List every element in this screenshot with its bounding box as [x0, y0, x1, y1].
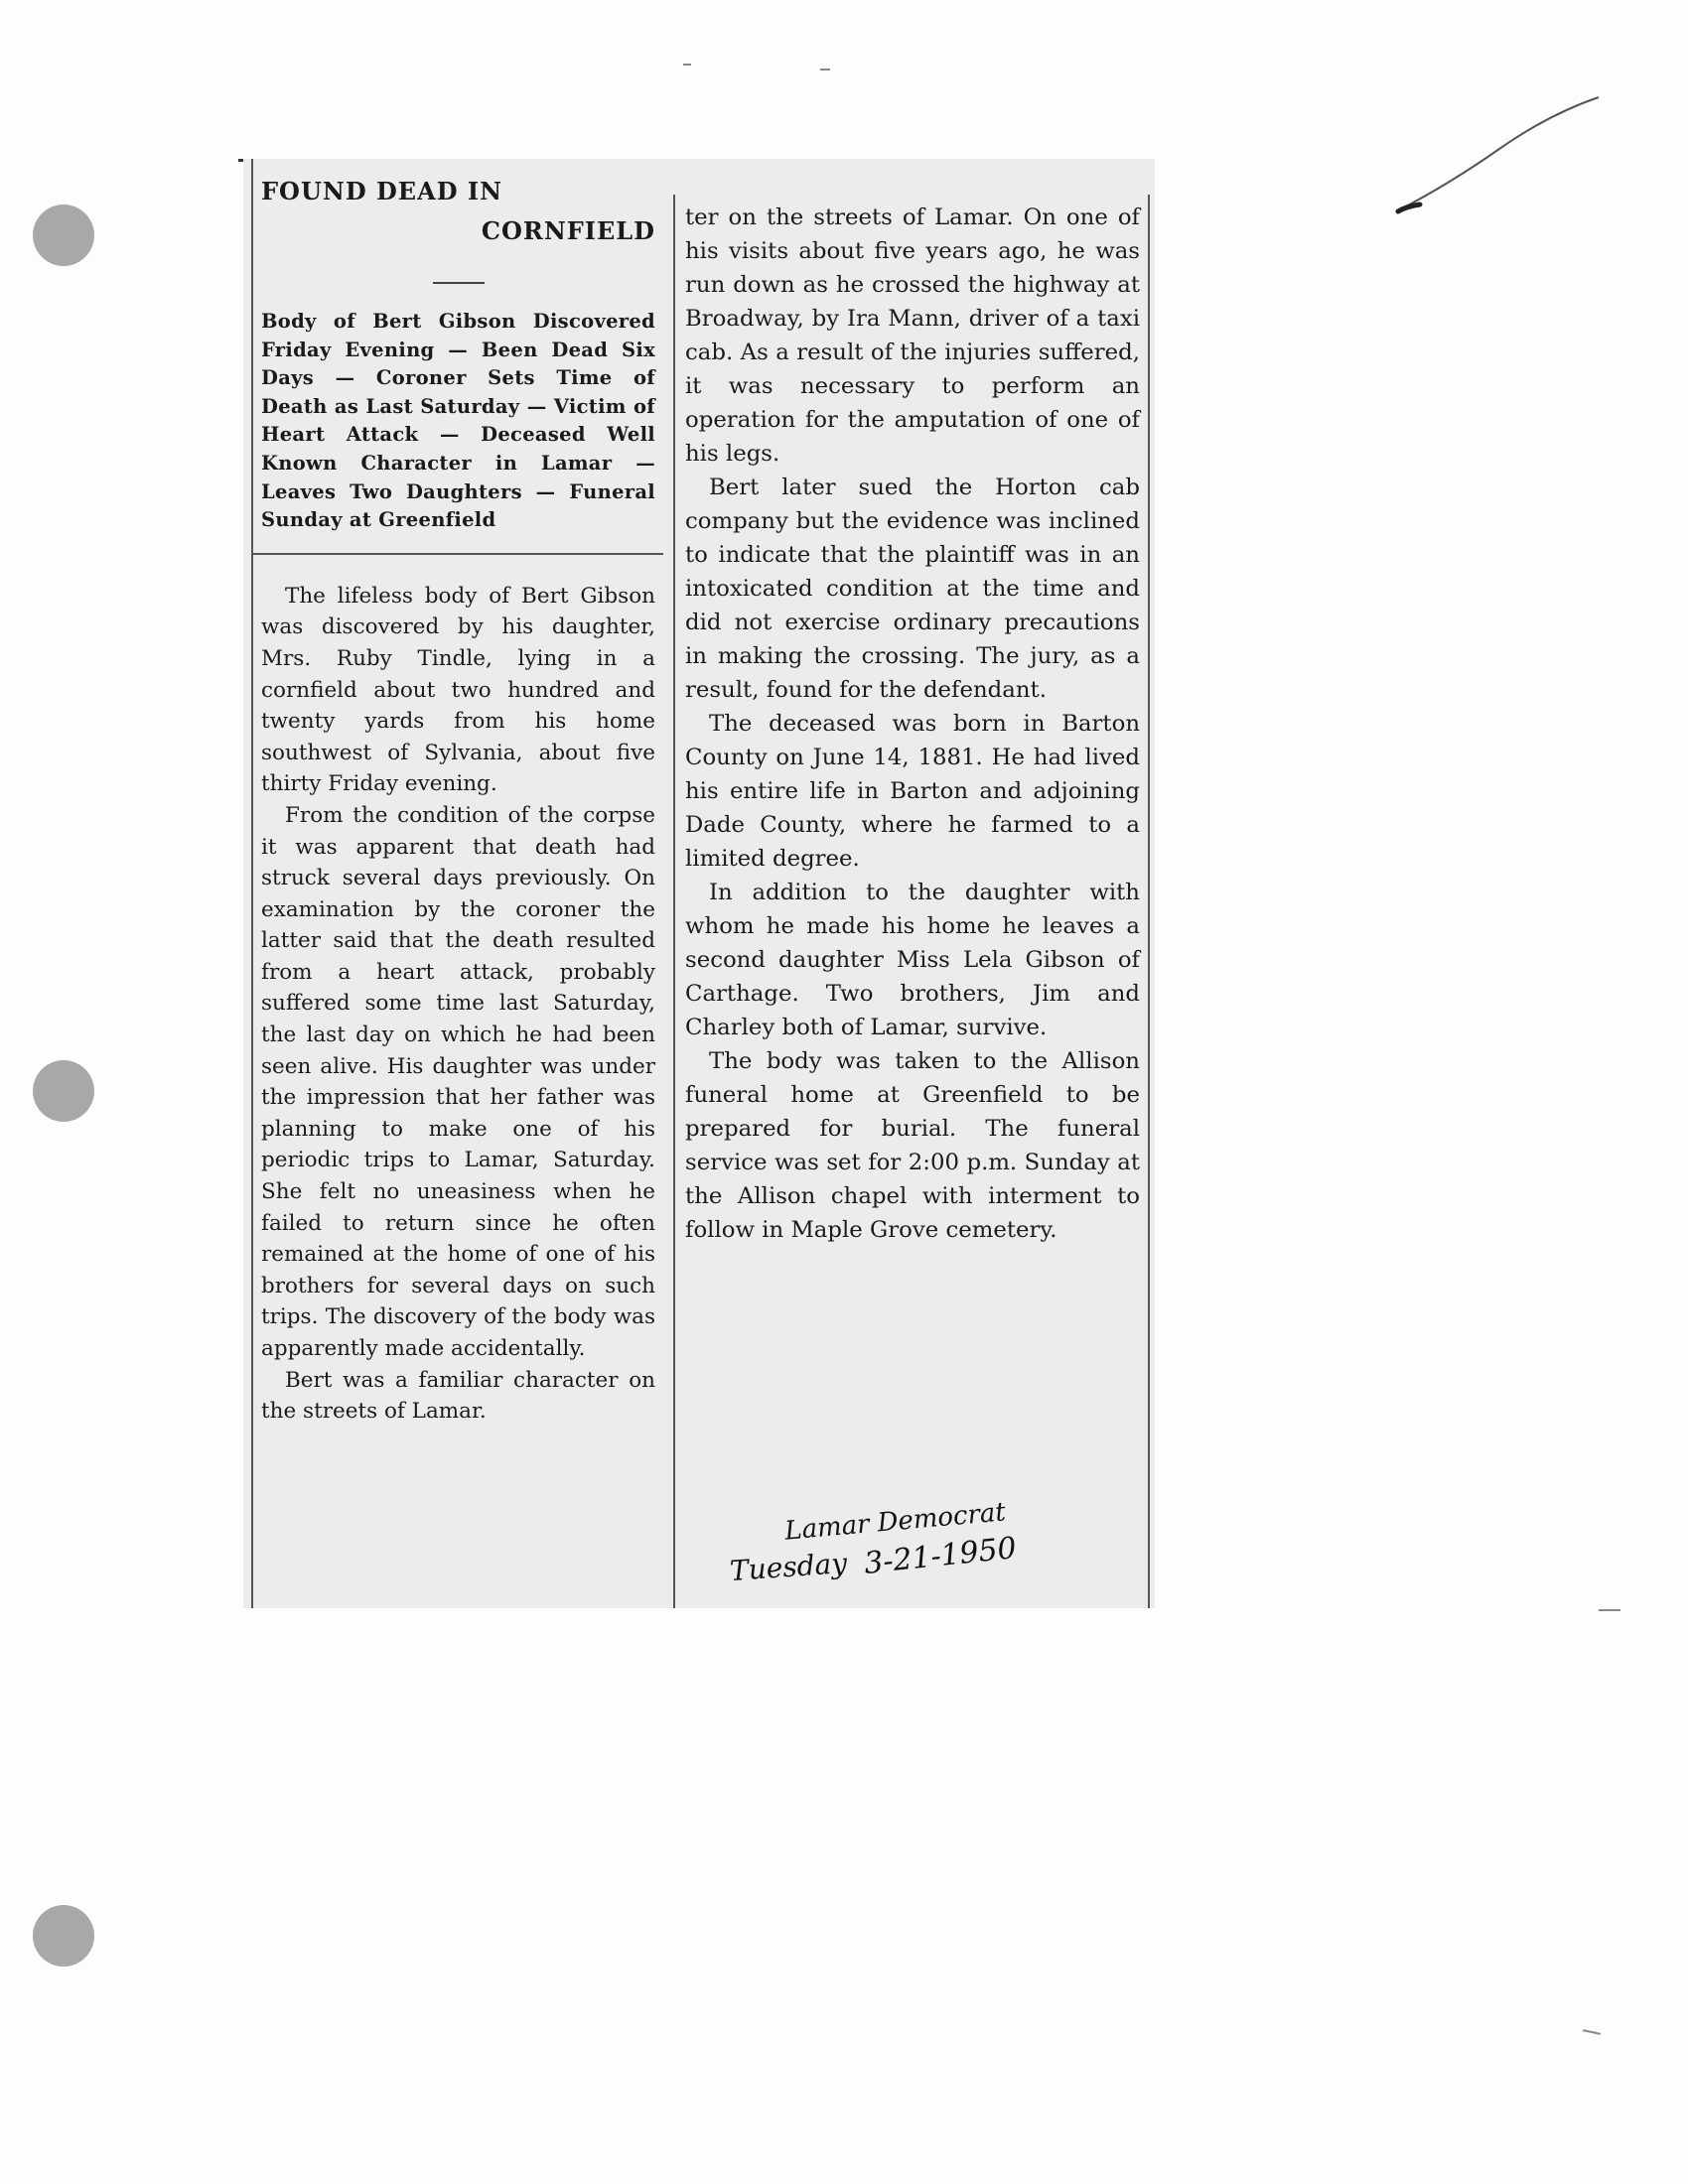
paragraph: Bert later sued the Horton cab company but the evidence was inclined to indicate that the plaintiff was in an intoxicated condition at the time and did not exercise ordinary precautions in making the crossing. The jury, as a result, found for the defendant. [685, 475, 1140, 703]
column-1-body [261, 581, 655, 1428]
scan-mark [1583, 2029, 1601, 2035]
headline-line-1: FOUND DEAD IN [261, 177, 503, 205]
clipping-column-1 [251, 159, 663, 1608]
scan-mark [1599, 1609, 1620, 1611]
paragraph: Bert was a familiar character on the streets of Lamar. [261, 1367, 655, 1425]
newspaper-clipping [243, 159, 1155, 1608]
paragraph: From the condition of the corpse it was apparent that death had struck several days previously. On examination by the coroner the latter said that the death resulted from a heart attack, probably suffered some time last Saturday, the last day on which he had been seen alive. His daughter was under the impression that her father was planning to make one of his periodic trips to Lamar, Saturday. She felt no uneasiness when he failed to return since he often remained at the home of one of his brothers for several days on such trips. The discovery of the body was apparently made accidentally. [261, 802, 655, 1361]
handwritten-date: 3-21-1950 [862, 1531, 1019, 1581]
paragraph: In addition to the daughter with whom he made his home he leaves a second daughter Miss Lela Gibson of Carthage. Two brothers, Jim and Charley both of Lamar, survive. [685, 880, 1140, 1040]
handwritten-day: Tuesday [728, 1546, 849, 1588]
headline-rule [433, 282, 485, 284]
binder-hole-top [33, 205, 94, 266]
paragraph-continued: ter on the streets of Lamar. On one of his visits about five years ago, he was run down as he crossed the highway at Broadway, by Ira Mann, driver of a taxi cab. As a result of the injuries suffered, it was necessary to perform an operation for the amputation of one of his legs. [685, 205, 1140, 467]
binder-hole-bottom [33, 1905, 94, 1967]
column-2-body [685, 201, 1140, 1247]
deck-separator [253, 553, 663, 555]
clipping-column-2 [673, 195, 1150, 1608]
paragraph: The deceased was born in Barton County on June 14, 1881. He had lived his entire life in Barton and adjoining Dade County, where he farmed to a limited degree. [685, 711, 1140, 872]
headline-deck: Body of Bert Gibson Discovered Friday Evening — Been Dead Six Days — Coroner Sets Time of Death as Last Saturday — Victim of Heart Attack — Deceased Well Known Character in Lamar — Leaves Two Daughters — Funeral Sunday at Greenfield [261, 310, 655, 532]
headline-line-2: CORNFIELD [481, 216, 655, 245]
scan-mark [820, 68, 830, 70]
paragraph: The body was taken to the Allison funeral home at Greenfield to be prepared for burial. The funeral service was set for 2:00 p.m. Sunday at the Allison chapel with interment to follow in Maple Grove cemetery. [685, 1048, 1140, 1243]
paragraph: The lifeless body of Bert Gibson was discovered by his daughter, Mrs. Ruby Tindle, lying in a cornfield about two hundred and twenty yards from his home southwest of Sylvania, about five thirty Friday evening. [261, 583, 655, 797]
scan-mark [683, 64, 691, 66]
pen-stroke-mark [1390, 89, 1618, 228]
binder-hole-middle [33, 1060, 94, 1122]
handwritten-source: Lamar Democrat [783, 1497, 1007, 1547]
